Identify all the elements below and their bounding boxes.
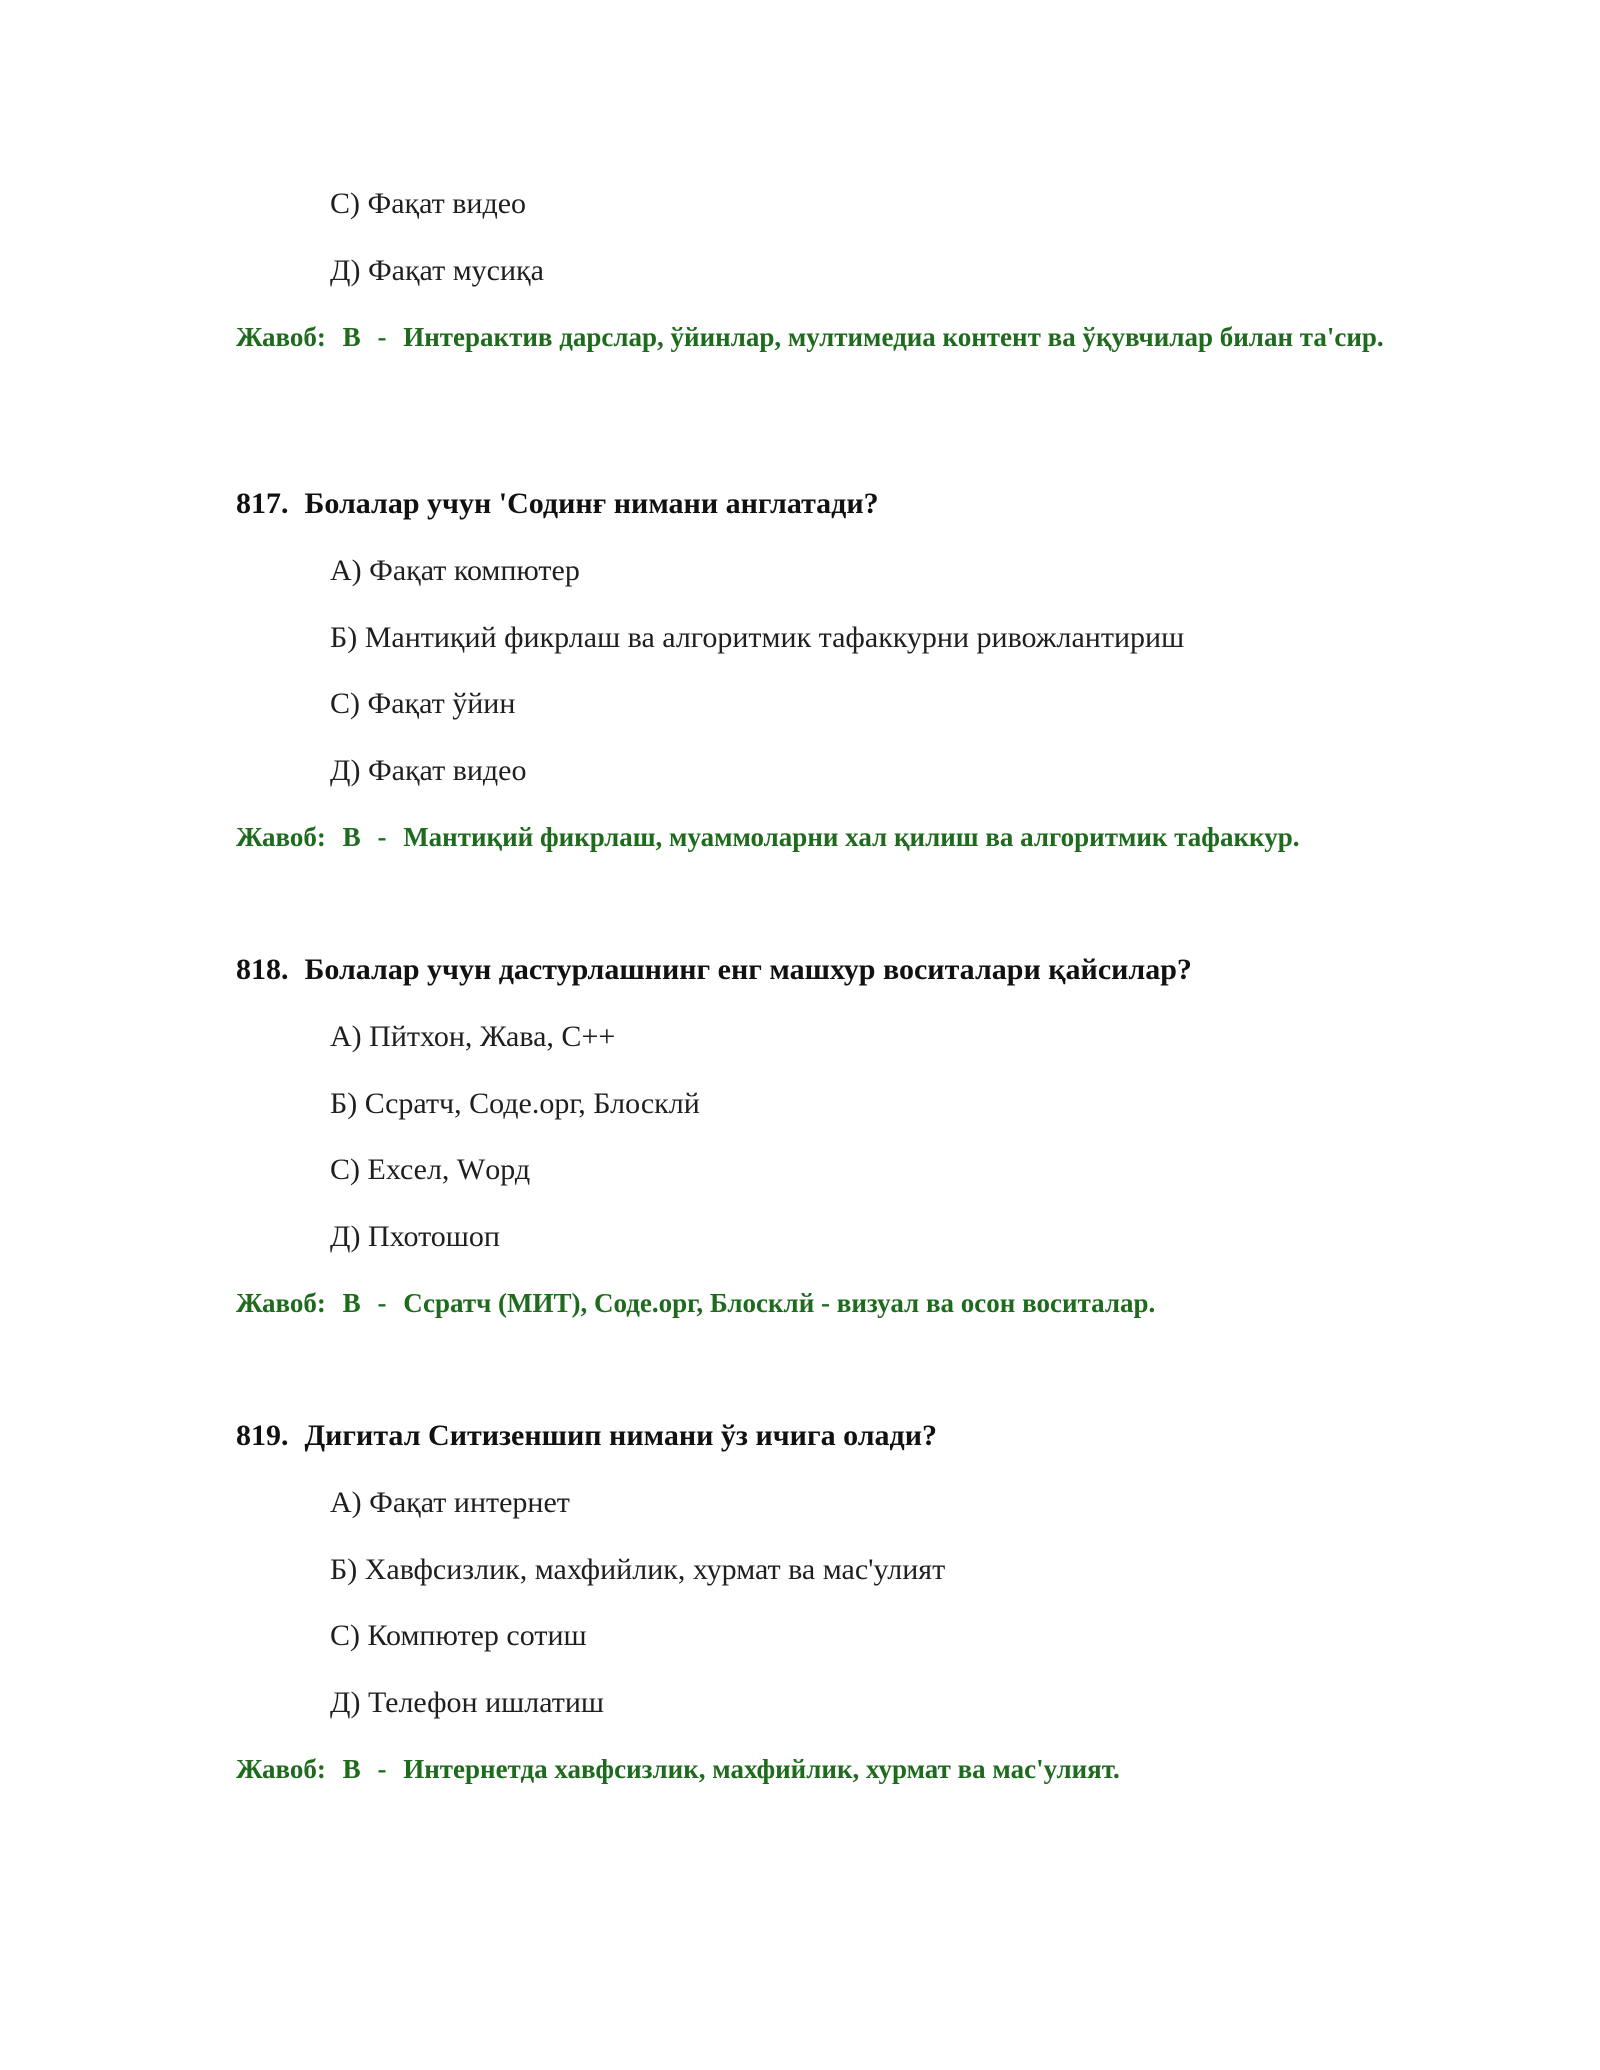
option-c: С) Фақат ўйин [330, 687, 516, 720]
option-d: Д) Пхотошоп [330, 1220, 500, 1253]
question-number: 818. [236, 953, 289, 986]
answer-line [236, 1750, 1386, 1788]
option-b: Б) Хавфсизлик, махфийлик, хурмат ва мас'улият [330, 1553, 946, 1586]
answer-text: Мантиқий фикрлаш, муаммоларни хал қилиш ва алгоритмик тафаккур. [403, 822, 1300, 852]
answer-dash: - [377, 1754, 387, 1784]
option-a: А) Фақат интернет [330, 1486, 570, 1519]
option-b: Б) Мантиқий фикрлаш ва алгоритмик тафаккурни ривожлантириш [330, 621, 1185, 654]
answer-prefix: Жавоб: [236, 1288, 326, 1318]
answer-line [236, 318, 1386, 356]
question-818 [236, 952, 1192, 988]
option-d: Д) Телефон ишлатиш [330, 1686, 605, 1719]
answer-text: Интернетда хавфсизлик, махфийлик, хурмат ва мас'улият. [403, 1754, 1120, 1784]
option-d: Д) Фақат мусиқа [330, 254, 544, 287]
answer-letter: B [342, 1754, 361, 1784]
question-text: Болалар учун дастурлашнинг енг машхур воситалари қайсилар? [304, 953, 1192, 986]
option-c: С) Компютер сотиш [330, 1619, 587, 1652]
answer-line [236, 818, 1386, 856]
answer-dash: - [377, 822, 387, 852]
question-number: 817. [236, 487, 289, 520]
answer-text: Ссратч (МИТ), Соде.орг, Блосклй - визуал ва осон воситалар. [403, 1288, 1156, 1318]
question-text: Болалар учун 'Содинғ нимани англатади? [304, 487, 879, 520]
answer-letter: B [342, 822, 361, 852]
question-number: 819. [236, 1419, 289, 1452]
answer-dash: - [377, 1288, 387, 1318]
option-a: А) Фақат компютер [330, 554, 580, 587]
answer-text: Интерактив дарслар, ўйинлар, мултимедиа контент ва ўқувчилар билан та'сир. [403, 322, 1384, 352]
answer-dash: - [377, 322, 387, 352]
answer-prefix: Жавоб: [236, 1754, 326, 1784]
answer-prefix: Жавоб: [236, 322, 326, 352]
option-a: А) Пйтхон, Жава, C++ [330, 1020, 616, 1053]
question-text: Дигитал Ситизеншип нимани ўз ичига олади? [304, 1419, 937, 1452]
option-c: С) Ехсел, Wорд [330, 1153, 531, 1186]
question-817 [236, 486, 879, 522]
option-b: Б) Ссратч, Соде.орг, Блосклй [330, 1087, 700, 1120]
answer-prefix: Жавоб: [236, 822, 326, 852]
answer-letter: B [342, 1288, 361, 1318]
answer-letter: B [342, 322, 361, 352]
option-d: Д) Фақат видео [330, 754, 527, 787]
answer-line [236, 1284, 1386, 1322]
option-c: С) Фақат видео [330, 187, 527, 220]
question-819 [236, 1418, 937, 1454]
